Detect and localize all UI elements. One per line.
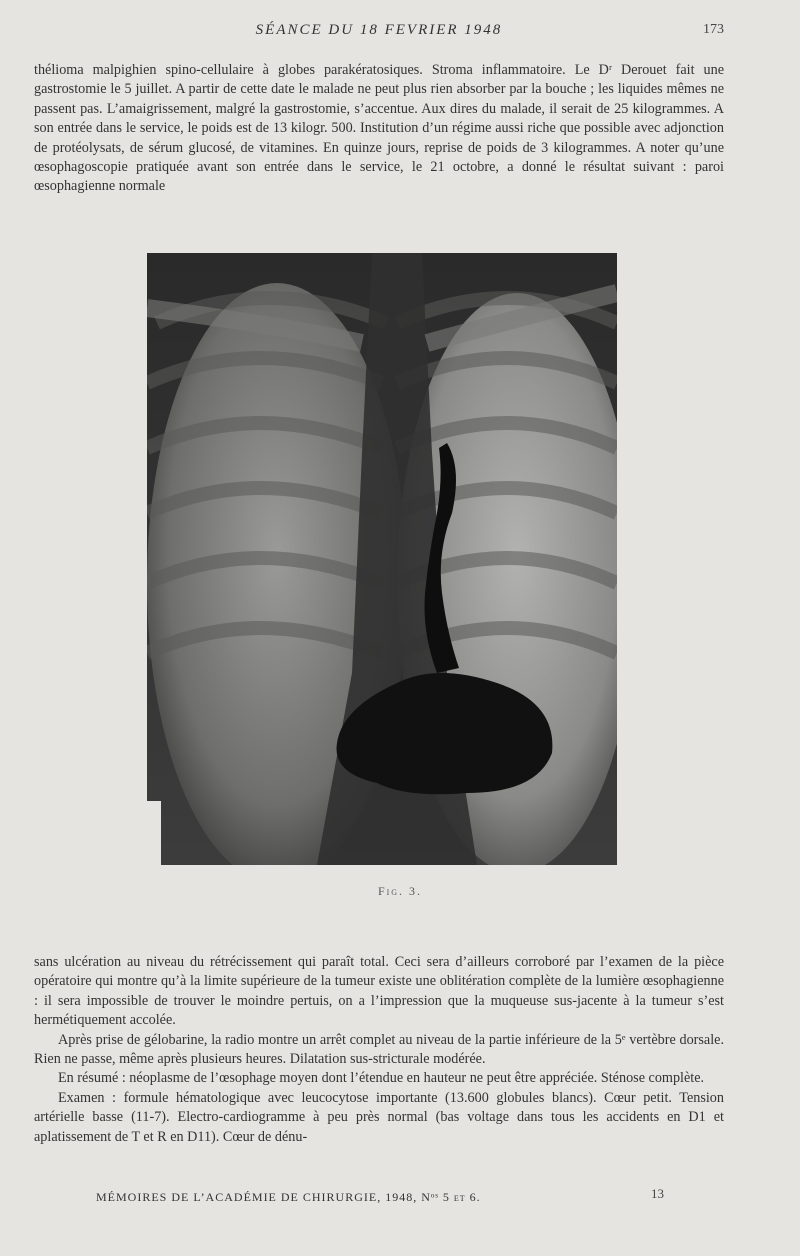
journal-citation: MÉMOIRES DE L’ACADÉMIE DE CHIRURGIE, 1948, Nᵒˢ 5 et 6. [96,1190,481,1204]
radiograph-image [147,253,617,865]
body-text-bottom [34,953,724,1147]
header-title: SÉANCE DU 18 FEVRIER 1948 [255,22,503,38]
page-number: 173 [703,22,724,37]
paragraph: thélioma malpighien spino-cellulaire à globes parakératosiques. Stroma inflammatoire. Le Dʳ Derouet fait une gastrostomie le 5 juillet. A partir de cette date le malade ne peut plus rien absorber par la bouche ; les liquides mêmes ne passent pas. L’amaigrissement, malgré la gastrostomie, s’accentue. Aux dires du malade, il serait de 25 kilogrammes. A son entrée dans le service, le poids est de 13 kilogr. 500. Institution d’un régime aussi riche que possible avec adjonction de protéolysats, de sérum glucosé, de vitamines. En quinze jours, reprise de poids de 3 kilogrammes. A noter qu’une œsophagoscopie pratiquée avant son entrée dans le service, le 21 octobre, a donné le résultat suivant : paroi œsophagienne normale [34,62,724,195]
paragraph: En résumé : néoplasme de l’œsophage moyen dont l’étendue en hauteur ne peut être appréciée. Sténose complète. [58,1070,705,1087]
body-text-top [34,61,724,197]
paragraph: Après prise de gélobarine, la radio montre un arrêt complet au niveau de la partie inférieure de la 5ᵉ vertèbre dorsale. Rien ne passe, même après plusieurs heures. Dilatation sus-stricturale modérée. [34,1031,724,1068]
running-header [34,22,724,44]
page-footer [96,1186,664,1210]
paragraph: Examen : formule hématologique avec leucocytose importante (13.600 globules blancs). Cœur petit. Tension artérielle basse (11-7). Electro-cardiogramme à peu près normal (bas voltage dans tous les accidents en D1 et aplatissement de T et R en D11). Cœur de dénu- [34,1089,724,1145]
figure-radiograph [147,253,617,865]
figure-caption: Fig. 3. [377,884,423,898]
signature-mark: 13 [651,1186,664,1201]
paragraph: sans ulcération au niveau du rétrécissement qui paraît total. Ceci sera d’ailleurs corroboré par l’examen de la pièce opératoire qui montre qu’à la limite supérieure de la tumeur existe une oblitération complète de la lumière œsophagienne : il sera impossible de trouver le moindre pertuis, on a l’impression que la muqueuse sus-jacente à la tumeur s’est hermétiquement accolée. [34,954,724,1029]
